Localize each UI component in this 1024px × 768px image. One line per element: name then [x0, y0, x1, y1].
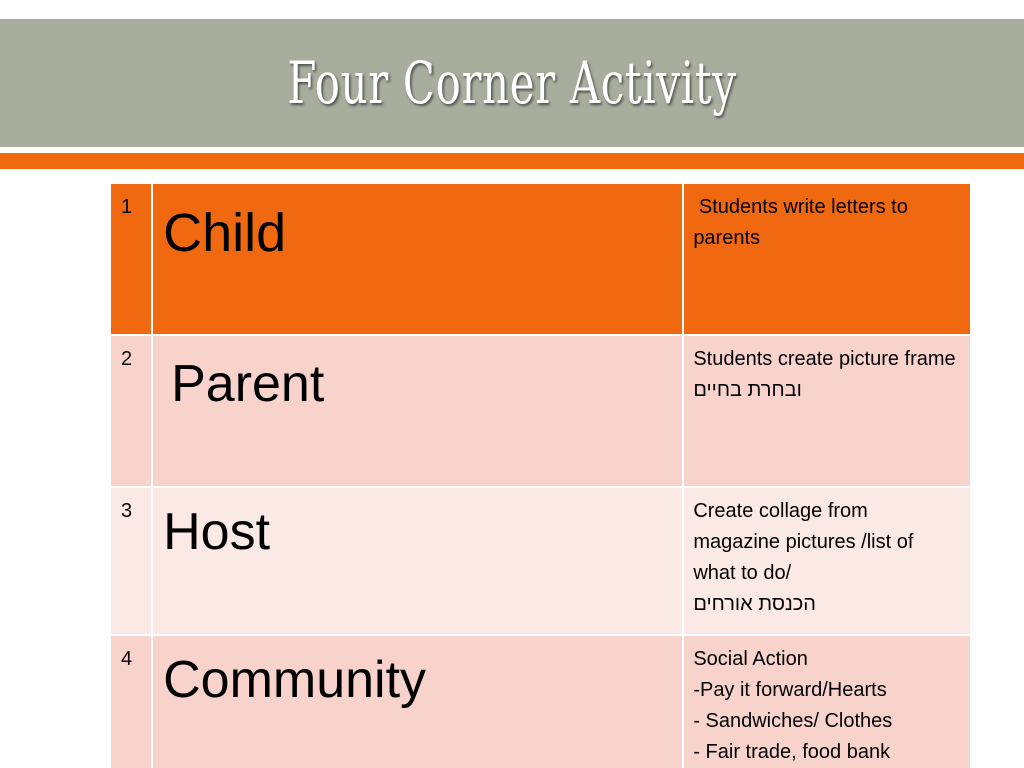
description-line: Students write letters to parents — [693, 196, 914, 249]
activity-description — [683, 183, 971, 335]
description-line: -Pay it forward/Hearts — [693, 679, 887, 701]
row-number: 2 — [110, 335, 152, 487]
title-band — [0, 19, 1024, 147]
description-line: Social Action — [693, 648, 808, 670]
description-line: Students create picture frame — [693, 348, 956, 370]
description-line-hebrew: ובחרת בחיים — [693, 379, 802, 401]
corner-name: Parent — [152, 335, 683, 487]
activity-table — [109, 182, 972, 768]
slide-title: Four Corner Activity — [287, 49, 737, 117]
row-number: 4 — [110, 635, 152, 768]
activity-description — [683, 335, 971, 487]
description-line: - Sandwiches/ Clothes — [693, 710, 893, 732]
description-line: Create collage from magazine pictures /list of what to do/ — [693, 500, 919, 584]
accent-bar — [0, 153, 1024, 169]
table-row — [110, 335, 971, 487]
activity-description — [683, 635, 971, 768]
description-line: - Fair trade, food bank — [693, 741, 891, 763]
row-number: 1 — [110, 183, 152, 335]
activity-description — [683, 487, 971, 635]
corner-name: Community — [152, 635, 683, 768]
table-row — [110, 183, 971, 335]
table-row — [110, 635, 971, 768]
corner-name: Child — [152, 183, 683, 335]
description-line-hebrew: הכנסת אורחים — [693, 593, 816, 615]
corner-name: Host — [152, 487, 683, 635]
row-number: 3 — [110, 487, 152, 635]
table-row — [110, 487, 971, 635]
